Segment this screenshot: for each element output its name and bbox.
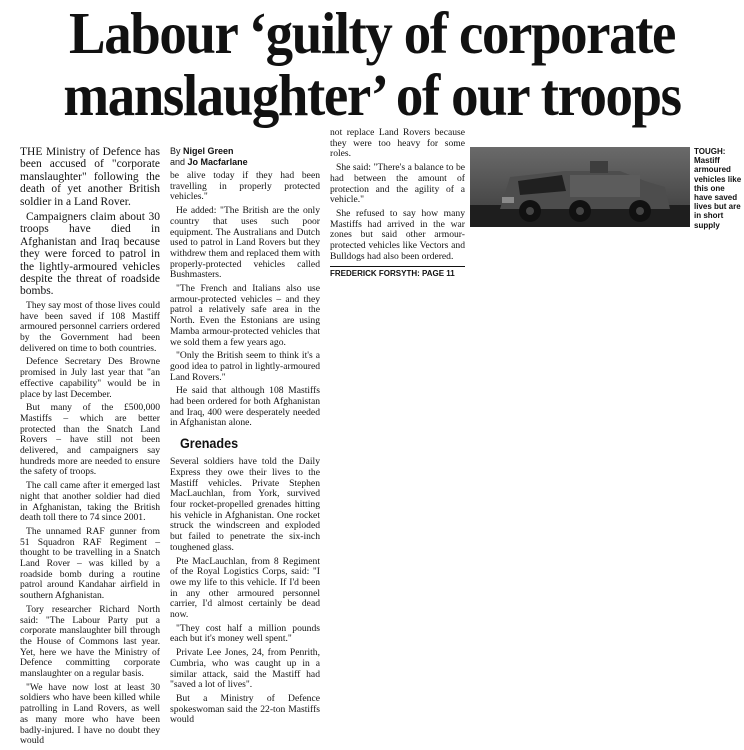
paragraph: The call came after it emerged last night that another soldier had died in Afghanistan, taking the British death toll there to 74 since 2001. <box>20 480 160 524</box>
mastiff-vehicle-image <box>470 147 690 227</box>
paragraph: "They cost half a million pounds each but it's money well spent." <box>170 622 320 645</box>
byline: By Nigel Green and Jo Macfarlane <box>170 146 248 167</box>
paragraph: be alive today if they had been travelling in properly protected vehicles." <box>170 170 320 203</box>
paragraph: They say most of those lives could have been saved if 108 Mastiff armoured personnel carriers ordered by the Government had been delivered on time to both countries. <box>20 299 160 354</box>
caption-label: TOUGH: <box>694 147 726 156</box>
paragraph: But a Ministry of Defence spokeswoman said the 22-ton Mastiffs would <box>170 692 320 726</box>
paragraph: Defence Secretary Des Browne promised in July last year that "an effective capability" would be in place by last December. <box>20 356 160 400</box>
paragraph: She said: "There's a balance to be had between the amount of protection and the agility of a vehicle." <box>330 162 465 206</box>
headline-line-2: manslaughter’ of our troops <box>63 62 681 128</box>
paragraph: Several soldiers have told the Daily Express they owe their lives to the Mastiff vehicles. Private Stephen MacLauchlan, from York, survived four rocket-propelled grenades hitting his vehicle in Afghanistan. One rocket struck the windscreen and exploded but failed to penetrate the six-inch toughened glass. <box>170 456 320 553</box>
article-column-1 <box>20 146 160 750</box>
photo-caption <box>694 147 742 230</box>
caption-text: Mastiff armoured vehicles like this one have saved lives but are in short supply <box>694 156 742 230</box>
article-column-3 <box>330 128 465 280</box>
paragraph: "The French and Italians also use armour-protected vehicles – and they patrol a relatively safe area in the North. Even the Estonians are using Mamba armour-protected vehicles that we sold them a few years ago. <box>170 283 320 348</box>
subhead: Grenades <box>180 435 239 452</box>
author-1: Nigel Green <box>183 146 234 156</box>
paragraph: Private Lee Jones, 24, from Penrith, Cumbria, who was caught up in a similar attack, said the Mastiff had "saved a lot of lives". <box>170 647 320 691</box>
lead-paragraph: THE Ministry of Defence has been accused of "corporate manslaughter" following the death of yet another British soldier in a Land Rover. <box>20 146 160 208</box>
paragraph: Tory researcher Richard North said: "The Labour Party put a corporate manslaughter bill through the House of Commons last year. Yet, here we have the Ministry of Defence committing corporate manslaughter on a regular basis. <box>20 603 160 680</box>
paragraph: "We have now lost at least 30 soldiers who have been killed while patrolling in Land Rovers, as well as many more who have been badly-injured. I have no doubt they would <box>20 681 160 747</box>
paragraph: He added: "The British are the only country that uses such poor equipment. The Australians and Dutch used to patrol in Land Rovers but they withdrew them and replaced them with properly-protected vehicles called Bushmasters. <box>170 205 320 281</box>
paragraph: Pte MacLauchlan, from 8 Regiment of the Royal Logistics Corps, said: "I owe my life to this vehicle. If I'd been in any other armoured personnel carrier, I'd almost certainly be dead now. <box>170 555 320 621</box>
paragraph: He said that although 108 Mastiffs had been ordered for both Afghanistan and Iraq, 400 were desperately needed in Afghanistan alone. <box>170 385 320 429</box>
author-2: Jo Macfarlane <box>187 156 248 167</box>
headline-line-1: Labour ‘guilty of corporate <box>68 0 675 66</box>
headline <box>26 2 718 126</box>
paragraph: She refused to say how many Mastiffs had arrived in the war zones but said other armour-protected vehicles like Vectors and Bulldogs had also been ordered. <box>330 207 465 262</box>
paragraph: not replace Land Rovers because they were too heavy for some roles. <box>330 127 465 160</box>
paragraph: Campaigners claim about 30 troops have died in Afghanistan and Iraq because they were forced to patrol in the lightly-armoured vehicles despite the threat of roadside bombs. <box>20 211 160 298</box>
armoured-vehicle-photo <box>470 147 690 227</box>
paragraph: "Only the British seem to think it's a good idea to patrol in lightly-armoured Land Rovers." <box>170 350 320 383</box>
paragraph: The unnamed RAF gunner from 51 Squadron RAF Regiment – thought to be travelling in a Snatch Land Rover – was killed by a roadside bomb during a routine patrol around Kandahar airfield in southern Afghanistan. <box>20 525 160 602</box>
paragraph: But many of the £500,000 Mastiffs – which are better protected than the Snatch Land Rovers – have still not been delivered, and campaigners say hundreds more are needed to ensure the safety of troops. <box>20 402 160 478</box>
article-column-2 <box>170 146 320 729</box>
cross-reference: FREDERICK FORSYTH: PAGE 11 <box>330 266 465 280</box>
